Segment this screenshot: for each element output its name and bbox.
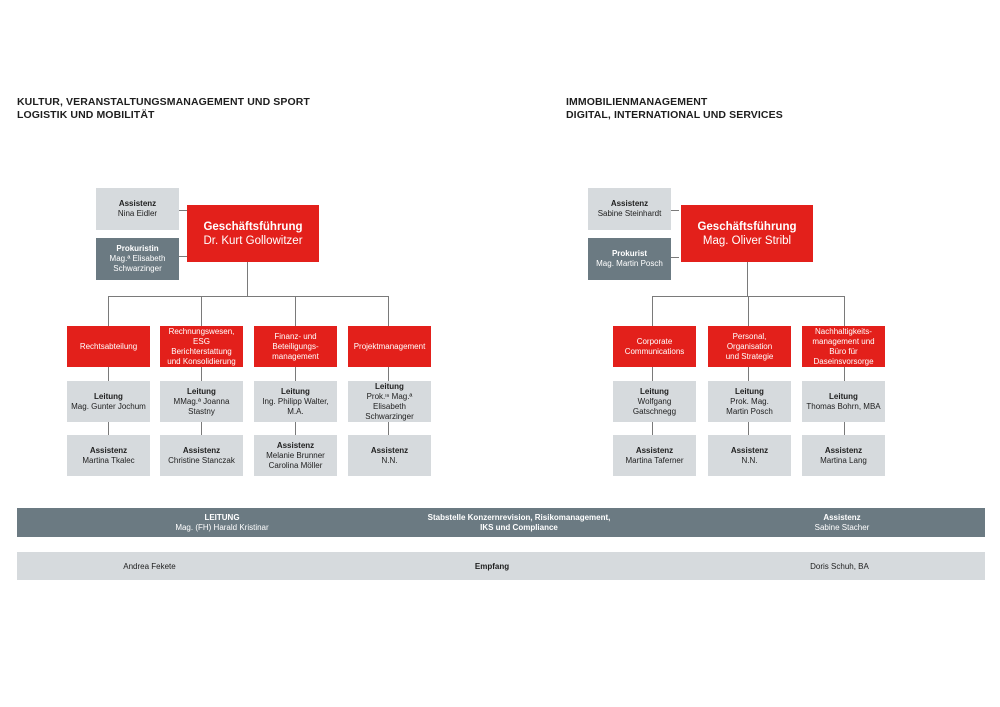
right-dept-1-line-1: Corporate: [636, 336, 673, 346]
left-assist-3-role: Assistenz: [276, 440, 315, 450]
right-assist-1-name-1: Martina Taferner: [625, 455, 684, 465]
right-title-line-1: IMMOBILIENMANAGEMENT: [566, 96, 708, 108]
stabstelle-bar: [17, 508, 985, 537]
left-lead-2-name-2: Stastny: [188, 406, 215, 416]
right-section-title: [566, 96, 783, 122]
left-assist-2: [160, 435, 243, 476]
left-gf-stem: [247, 262, 248, 296]
left-lead-1-role: Leitung: [94, 391, 123, 401]
left-assist-1-name-1: Martina Tkalec: [82, 455, 135, 465]
left-lead-4-name-1: Prok.ᶦⁿ Mag.ª: [366, 391, 413, 401]
left-gf-role: Geschäftsführung: [203, 220, 303, 233]
right-assistant-name: Sabine Steinhardt: [597, 209, 662, 218]
right-lead-1-role: Leitung: [640, 386, 669, 396]
right-dept-3: [802, 326, 885, 367]
left-dept-1: [67, 326, 150, 367]
left-lead-1-name-1: Mag. Gunter Jochum: [71, 401, 146, 411]
left-branch-4: [388, 296, 389, 326]
right-dept-1-line-2: Communications: [624, 346, 685, 356]
stabstelle-lead-role: LEITUNG: [204, 513, 240, 522]
right-assist-2-role: Assistenz: [730, 445, 769, 455]
stabstelle-assist-name: Sabine Stacher: [814, 523, 870, 532]
left-prokurist-role: Prokuristin: [116, 244, 159, 253]
stabstelle-title-line-1: Stabstelle Konzernrevision, Risikomanagement,: [427, 513, 611, 522]
stabstelle-assist-role: Assistenz: [823, 513, 861, 522]
stabstelle-title-line-2: IKS und Compliance: [480, 523, 558, 532]
left-assistant-box: [96, 188, 179, 230]
left-title-line-1: KULTUR, VERANSTALTUNGSMANAGEMENT UND SPORT: [17, 96, 310, 108]
right-assist-2: [708, 435, 791, 476]
right-dept-3-line-3: Büro für: [829, 346, 858, 356]
right-assist-3: [802, 435, 885, 476]
right-branch-1: [652, 296, 653, 326]
right-dept-2: [708, 326, 791, 367]
left-title-line-2: LOGISTIK UND MOBILITÄT: [17, 109, 155, 121]
right-gf-stem: [747, 262, 748, 296]
right-lead-2-name-2: Martin Posch: [726, 406, 773, 416]
left-branch-3: [295, 296, 296, 326]
left-branch-horizontal: [108, 296, 388, 297]
right-lead-1-name-2: Gatschnegg: [632, 406, 677, 416]
left-dept-2-line-2: ESG Berichterstattung: [171, 336, 232, 356]
left-prokurist-box: [96, 238, 179, 280]
left-lead-1: [67, 381, 150, 422]
left-assist-3-name-1: Melanie Brunner: [266, 450, 325, 460]
left-dept-2: [160, 326, 243, 367]
left-assist-2-name-1: Christine Stanczak: [168, 455, 235, 465]
right-gf-role: Geschäftsführung: [697, 220, 797, 233]
stabstelle-assist: [777, 513, 907, 533]
empfang-title: Empfang: [474, 562, 510, 571]
right-lead-1-name-1: Wolfgang: [637, 396, 672, 406]
right-prokurist-role: Prokurist: [611, 249, 648, 258]
left-lead-4-name-3: Schwarzinger: [365, 411, 414, 421]
left-dept-2-line-3: und Konsolidierung: [167, 356, 236, 366]
left-section-title: [17, 96, 310, 122]
right-dept-3-line-4: Daseinsvorsorge: [813, 356, 874, 366]
left-assist-1-role: Assistenz: [89, 445, 128, 455]
right-branch-3: [844, 296, 845, 326]
right-dept-2-line-1: Personal,: [732, 331, 767, 341]
left-lead-2-name-1: MMag.ª Joanna: [173, 396, 230, 406]
right-lead-3: [802, 381, 885, 422]
left-lead-3-name-2: M.A.: [287, 406, 304, 416]
empfang-bar: [17, 552, 985, 580]
left-assist-4-role: Assistenz: [370, 445, 409, 455]
stabstelle-title: [369, 513, 669, 533]
left-lead-4: [348, 381, 431, 422]
empfang-right-name: Doris Schuh, BA: [810, 562, 869, 571]
right-lead-2-role: Leitung: [735, 386, 764, 396]
left-dept-1-line-1: Rechtsabteilung: [79, 341, 138, 351]
right-dept-2-line-2: Organisation: [726, 341, 773, 351]
left-assist-4-name-1: N.N.: [381, 455, 398, 465]
left-lead-4-role: Leitung: [375, 381, 404, 391]
left-prok-connector: [179, 256, 187, 257]
right-assist-3-role: Assistenz: [824, 445, 863, 455]
left-lead-4-name-2: Elisabeth: [373, 401, 406, 411]
left-assist-connector: [179, 210, 187, 211]
right-assistant-box: [588, 188, 671, 230]
left-assist-3-name-2: Carolina Möller: [268, 460, 323, 470]
left-assistant-role: Assistenz: [118, 199, 157, 208]
right-dept-3-line-2: management und: [812, 336, 875, 346]
right-lead-1: [613, 381, 696, 422]
left-dept-4: [348, 326, 431, 367]
left-dept-3: [254, 326, 337, 367]
right-assist-2-name-1: N.N.: [741, 455, 758, 465]
left-lead-3: [254, 381, 337, 422]
stabstelle-lead-name: Mag. (FH) Harald Kristinar: [175, 523, 269, 532]
right-title-line-2: DIGITAL, INTERNATIONAL UND SERVICES: [566, 109, 783, 121]
left-assistant-name: Nina Eidler: [117, 209, 158, 218]
left-assist-3: [254, 435, 337, 476]
right-lead-2-name-1: Prok. Mag.: [730, 396, 769, 406]
left-dept-3-line-3: management: [272, 351, 319, 361]
right-prokurist-box: [588, 238, 671, 280]
right-lead-3-role: Leitung: [829, 391, 858, 401]
left-gf-box: [187, 205, 319, 262]
right-dept-1: [613, 326, 696, 367]
left-branch-2: [201, 296, 202, 326]
right-gf-name: Mag. Oliver Stribl: [702, 234, 792, 247]
right-assist-1-role: Assistenz: [635, 445, 674, 455]
right-prok-connector: [671, 257, 679, 258]
left-lead-3-name-1: Ing. Philipp Walter,: [262, 396, 329, 406]
right-dept-3-line-1: Nachhaltigkeits-: [815, 326, 872, 336]
left-prokurist-name-1: Mag.ª Elisabeth: [109, 254, 166, 263]
left-dept-4-line-1: Projektmanagement: [353, 341, 426, 351]
right-assist-connector: [671, 210, 679, 211]
right-branch-2: [748, 296, 749, 326]
left-assist-4: [348, 435, 431, 476]
right-lead-3-name-1: Thomas Bohrn, MBA: [806, 401, 881, 411]
left-branch-1: [108, 296, 109, 326]
empfang-left-name: Andrea Fekete: [123, 562, 176, 571]
left-assist-2-role: Assistenz: [182, 445, 221, 455]
left-lead-2: [160, 381, 243, 422]
right-assistant-role: Assistenz: [610, 199, 649, 208]
left-lead-2-role: Leitung: [187, 386, 216, 396]
left-dept-3-line-2: Beteiligungs-: [272, 341, 319, 351]
right-lead-2: [708, 381, 791, 422]
right-assist-3-name-1: Martina Lang: [820, 455, 867, 465]
right-assist-1: [613, 435, 696, 476]
left-assist-1: [67, 435, 150, 476]
stabstelle-lead: [117, 513, 327, 533]
left-dept-2-line-1: Rechnungswesen,: [168, 326, 235, 336]
left-prokurist-name-2: Schwarzinger: [113, 264, 162, 273]
right-dept-2-line-3: und Strategie: [725, 351, 774, 361]
right-gf-box: [681, 205, 813, 262]
right-prokurist-name-1: Mag. Martin Posch: [596, 259, 663, 268]
left-lead-3-role: Leitung: [281, 386, 310, 396]
left-gf-name: Dr. Kurt Gollowitzer: [203, 234, 303, 247]
left-dept-3-line-1: Finanz- und: [274, 331, 317, 341]
